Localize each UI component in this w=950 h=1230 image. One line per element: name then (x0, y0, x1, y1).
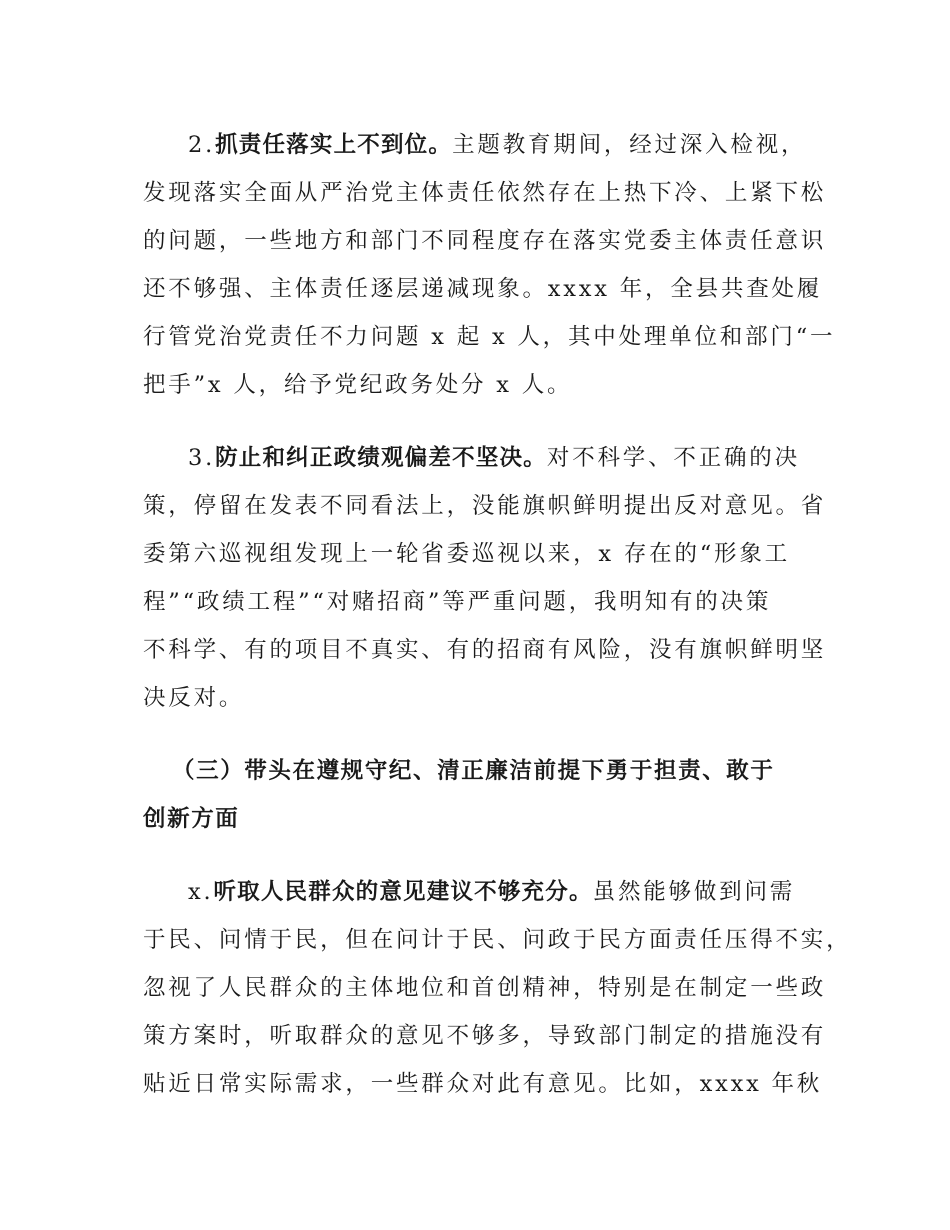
paragraph-x-number: x. (188, 879, 214, 905)
paragraph-3-line: 策，停留在发表不同看法上，没能旗帜鲜明提出反对意见。省 (143, 493, 827, 519)
paragraph-x-line: 于民、问情于民，但在问计于民、问政于民方面责任压得不实， (143, 927, 852, 953)
paragraph-3-line: 程”“政绩工程”“对赌招商”等严重问题，我明知有的决策 (143, 589, 772, 615)
paragraph-x-line: 忽视了人民群众的主体地位和首创精神，特别是在制定一些政 (143, 975, 827, 1001)
paragraph-3-line: 决反对。 (143, 685, 245, 711)
paragraph-x-line: 贴近日常实际需求，一些群众对此有意见。比如，xxxx 年秋 (143, 1071, 823, 1097)
paragraph-3-line: 委第六巡视组发现上一轮省委巡视以来，x 存在的“形象工 (143, 541, 790, 567)
paragraph-2-number: 2. (188, 132, 216, 158)
paragraph-x-heading: 听取人民群众的意见建议不够充分。 (213, 879, 593, 905)
paragraph-3-heading: 防止和纠正政绩观偏差不坚决。 (215, 445, 547, 471)
paragraph-2-heading: 抓责任落实上不到位。 (215, 132, 453, 158)
paragraph-3-line: 不科学、有的项目不真实、有的招商有风险，没有旗帜鲜明坚 (143, 637, 827, 663)
paragraph-2-line: 行管党治党责任不力问题 x 起 x 人，其中处理单位和部门“一 (143, 324, 836, 350)
section-3-heading-continued: 创新方面 (143, 806, 240, 832)
paragraph-2-line: 的问题，一些地方和部门不同程度存在落实党委主体责任意识 (143, 228, 827, 254)
paragraph-3-first-line (188, 443, 800, 473)
section-3-heading: （三）带头在遵规守纪、清正廉洁前提下勇于担责、敢于 (172, 758, 775, 784)
paragraph-3-number: 3. (188, 445, 216, 471)
paragraph-2-line: 把手”x 人，给予党纪政务处分 x 人。 (143, 372, 573, 398)
paragraph-x-line: 虽然能够做到问需 (592, 879, 796, 905)
paragraph-2-line: 主题教育期间，经过深入检视， (452, 132, 807, 158)
paragraph-x-first-line (188, 877, 795, 907)
paragraph-2-line: 发现落实全面从严治党主体责任依然存在上热下冷、上紧下松 (143, 180, 827, 206)
paragraph-3-line: 对不科学、不正确的决 (546, 445, 800, 471)
paragraph-x-line: 策方案时，听取群众的意见不够多，导致部门制定的措施没有 (143, 1023, 827, 1049)
paragraph-2-line: 还不够强、主体责任逐层递减现象。xxxx 年，全县共查处履 (143, 276, 823, 302)
paragraph-2-first-line (188, 130, 806, 160)
